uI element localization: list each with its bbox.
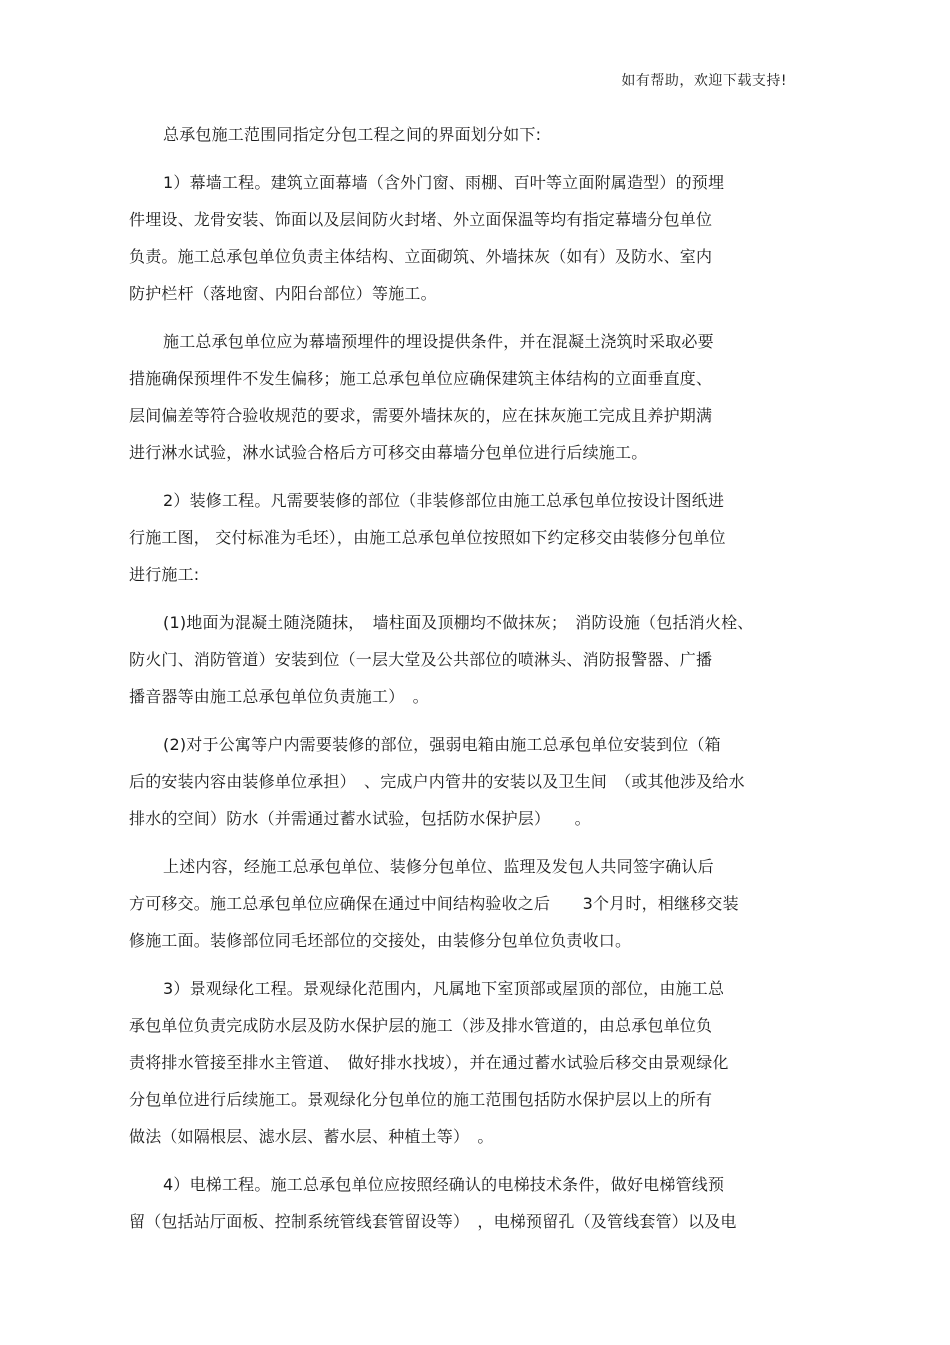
paragraph-intro <box>129 116 829 153</box>
text-line: 承包单位负责完成防水层及防水保护层的施工（涉及排水管道的，由总承包单位负 <box>129 1016 713 1035</box>
text-line: 负责。施工总承包单位负责主体结构、立面砌筑、外墙抹灰（如有）及防水、室内 <box>129 247 713 266</box>
paragraph-elevator <box>129 1166 829 1240</box>
document-body <box>129 116 829 1251</box>
text-line: 分包单位进行后续施工。景观绿化分包单位的施工范围包括防水保护层以上的所有 <box>129 1090 713 1109</box>
text-line: 件埋设、龙骨安装、饰面以及层间防火封堵、外立面保温等均有指定幕墙分包单位 <box>129 210 713 229</box>
text-line: 做法（如隔根层、滤水层、蓄水层、种植土等） 。 <box>129 1127 494 1146</box>
text-line: 修施工面。装修部位同毛坯部位的交接处，由装修分包单位负责收口。 <box>129 931 632 950</box>
paragraph-decoration <box>129 482 829 593</box>
text-line: 防护栏杆（落地窗、内阳台部位）等施工。 <box>129 284 437 303</box>
text-line: 施工总承包单位应为幕墙预埋件的埋设提供条件，并在混凝土浇筑时采取必要 <box>163 332 714 351</box>
text-line: 总承包施工范围同指定分包工程之间的界面划分如下: <box>163 125 542 144</box>
text-line: 措施确保预埋件不发生偏移；施工总承包单位应确保建筑主体结构的立面垂直度、 <box>129 369 713 388</box>
text-line: 1）幕墙工程。建筑立面幕墙（含外门窗、雨棚、百叶等立面附属造型）的预埋 <box>163 173 725 192</box>
text-line: 进行施工: <box>129 565 200 584</box>
text-line: 3）景观绿化工程。景观绿化范围内，凡属地下室顶部或屋顶的部位，由施工总 <box>163 979 725 998</box>
paragraph-decoration-item-2 <box>129 726 829 837</box>
text-line: 行施工图， 交付标准为毛坯），由施工总承包单位按照如下约定移交由装修分包单位 <box>129 528 726 547</box>
header-note: 如有帮助，欢迎下载支持! <box>621 73 787 89</box>
text-line: 方可移交。施工总承包单位应确保在通过中间结构验收之后 3个月时，相继移交装 <box>129 894 739 913</box>
text-line: 防火门、消防管道）安装到位（一层大堂及公共部位的喷淋头、消防报警器、广播 <box>129 650 713 669</box>
text-line: (2)对于公寓等户内需要装修的部位，强弱电箱由施工总承包单位安装到位（箱 <box>163 735 721 754</box>
text-line: (1)地面为混凝土随浇随抹， 墙柱面及顶棚均不做抹灰； 消防设施（包括消火栓、 <box>163 613 754 632</box>
text-line: 4）电梯工程。施工总承包单位应按照经确认的电梯技术条件，做好电梯管线预 <box>163 1175 725 1194</box>
paragraph-decoration-item-1 <box>129 604 829 715</box>
text-line: 上述内容，经施工总承包单位、装修分包单位、监理及发包人共同签字确认后 <box>163 857 714 876</box>
text-line: 进行淋水试验，淋水试验合格后方可移交由幕墙分包单位进行后续施工。 <box>129 443 648 462</box>
text-line: 留（包括站厅面板、控制系统管线套管留设等） ，电梯预留孔（及管线套管）以及电 <box>129 1212 737 1231</box>
paragraph-landscaping <box>129 970 829 1155</box>
text-line: 排水的空间）防水（并需通过蓄水试验，包括防水保护层） 。 <box>129 809 591 828</box>
paragraph-curtain-wall-conditions <box>129 323 829 471</box>
text-line: 播音器等由施工总承包单位负责施工） 。 <box>129 687 429 706</box>
paragraph-handover <box>129 848 829 959</box>
text-line: 后的安装内容由装修单位承担） 、完成户内管井的安装以及卫生间 （或其他涉及给水 <box>129 772 745 791</box>
text-line: 层间偏差等符合验收规范的要求，需要外墙抹灰的，应在抹灰施工完成且养护期满 <box>129 406 713 425</box>
text-line: 责将排水管接至排水主管道、 做好排水找坡），并在通过蓄水试验后移交由景观绿化 <box>129 1053 729 1072</box>
paragraph-curtain-wall <box>129 164 829 312</box>
text-line: 2）装修工程。凡需要装修的部位（非装修部位由施工总承包单位按设计图纸进 <box>163 491 725 510</box>
